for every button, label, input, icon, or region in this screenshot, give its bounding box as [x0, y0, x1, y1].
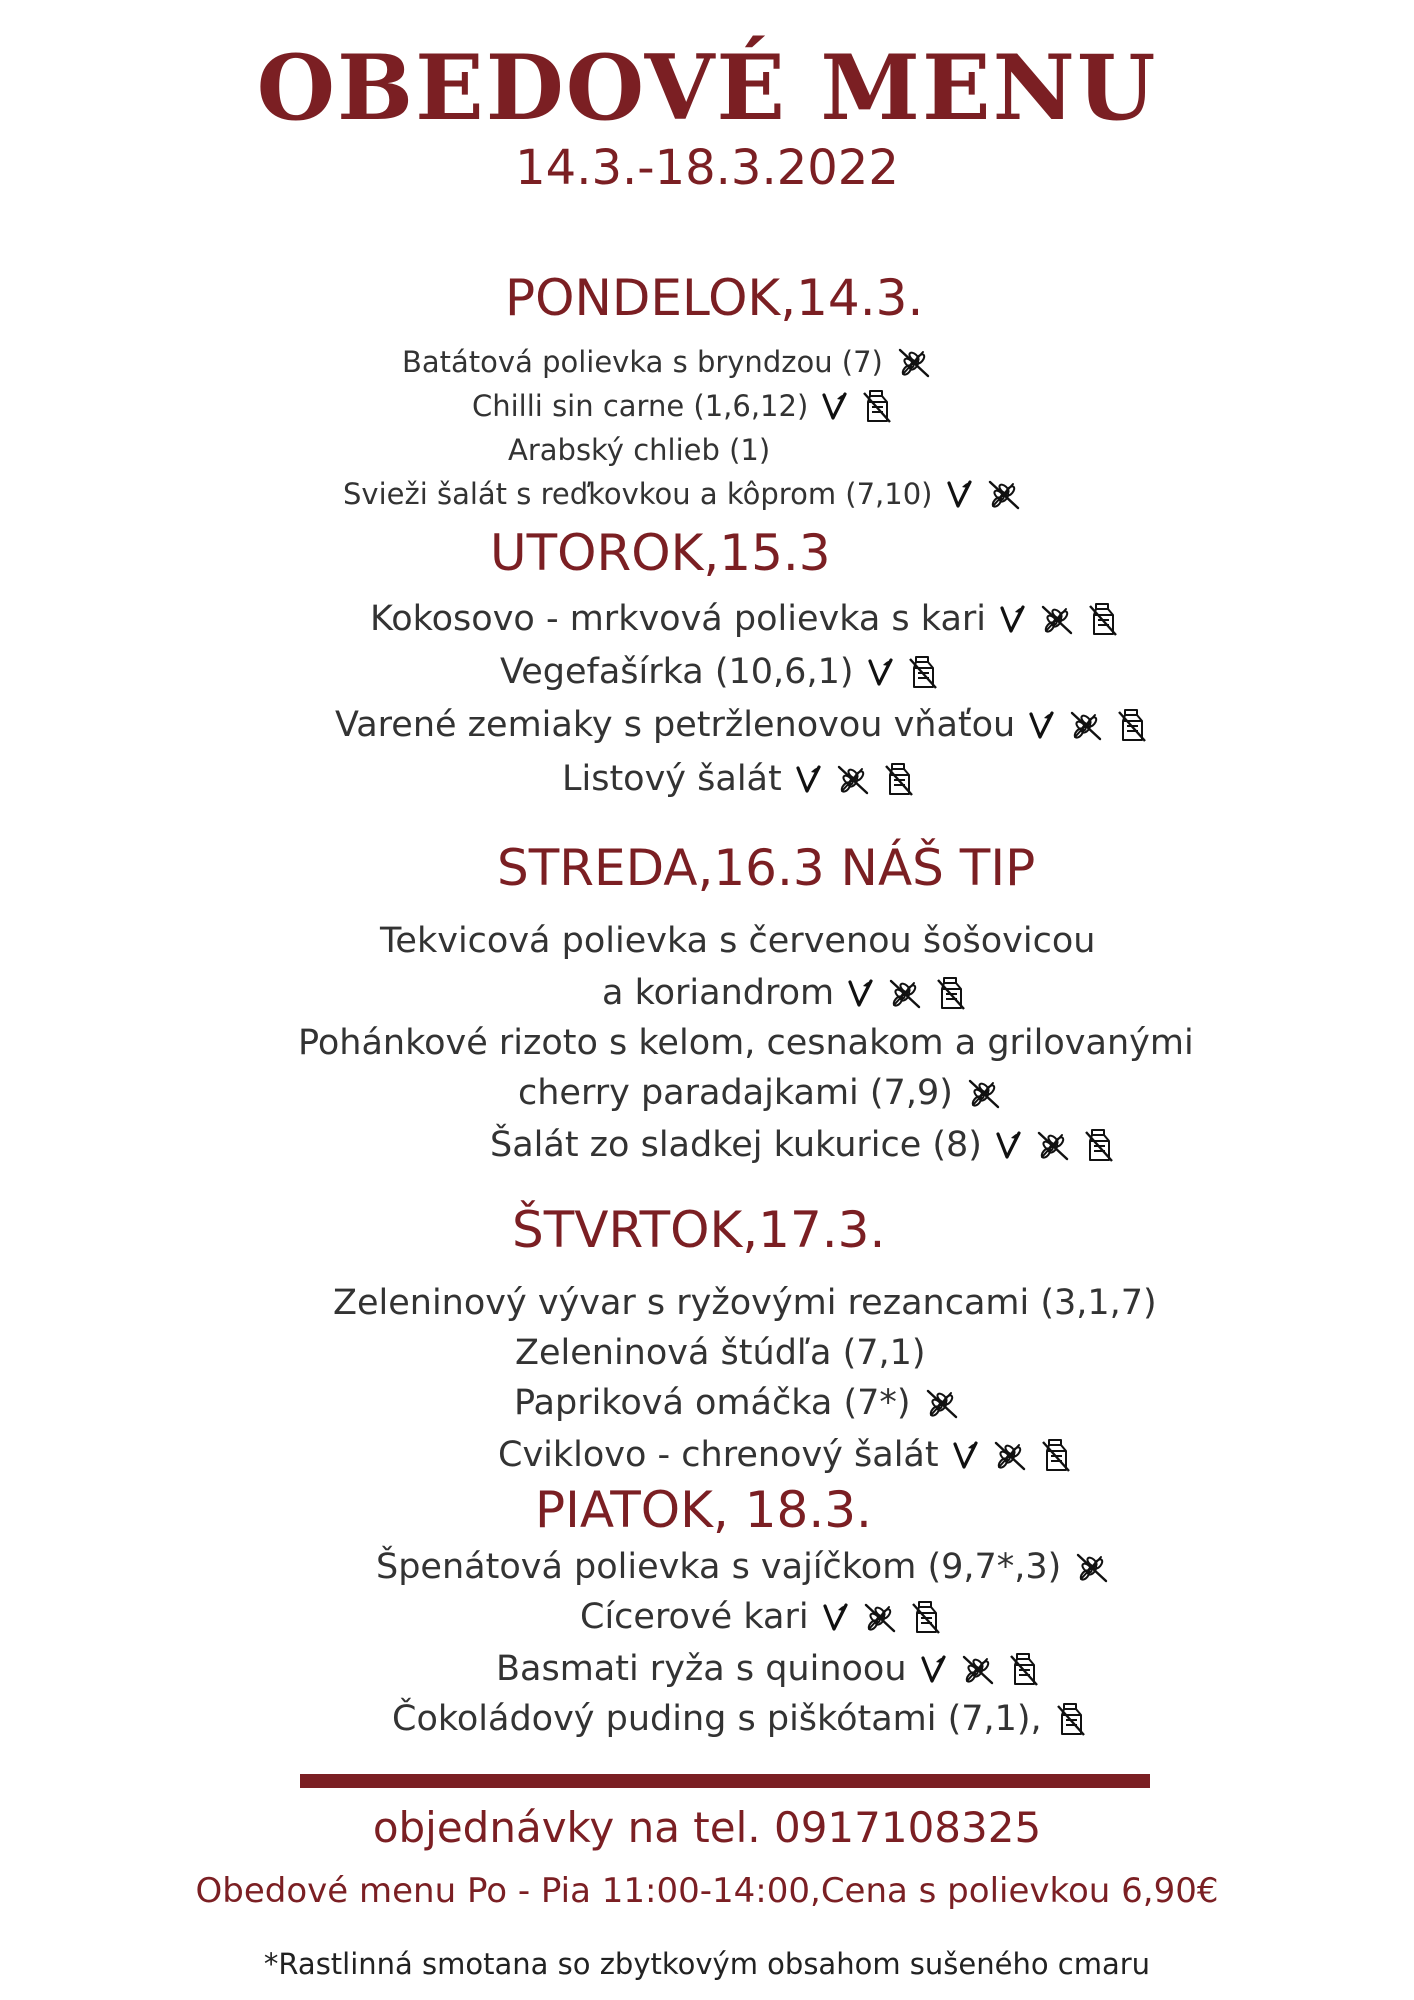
menu-item-text: Vegefašírka (10,6,1) [500, 652, 854, 692]
gluten-free-icon [961, 1653, 995, 1685]
day-heading-thursday: ŠTVRTOK,17.3. [512, 1201, 886, 1259]
gluten-free-icon [1069, 709, 1103, 741]
menu-item [500, 649, 952, 695]
menu-item-text: Cícerové kari [580, 1597, 809, 1637]
vegan-icon [953, 1440, 979, 1470]
menu-item [490, 1122, 1128, 1168]
menu-item [602, 970, 980, 1016]
gluten-free-icon [993, 1439, 1027, 1471]
gluten-free-icon [888, 977, 922, 1009]
lactose-free-icon [1056, 1701, 1086, 1737]
menu-item-text: Basmati ryža s quinoou [496, 1649, 907, 1689]
menu-item-text: Svieži šalát s reďkovkou a kôprom (7,10) [343, 477, 933, 511]
lactose-free-icon [1117, 707, 1147, 743]
lactose-free-icon [862, 388, 892, 424]
menu-item-text: Papriková omáčka (7*) [514, 1383, 911, 1423]
gluten-free-icon [925, 1387, 959, 1419]
menu-item-text: Arabský chlieb (1) [508, 433, 771, 467]
lactose-free-icon [1009, 1651, 1039, 1687]
menu-item [514, 1380, 973, 1426]
menu-item-text: Špenátová polievka s vajíčkom (9,7*,3) [376, 1547, 1062, 1587]
vegan-icon [868, 657, 894, 687]
menu-item-text: Čokoládový puding s piškótami (7,1), [392, 1699, 1042, 1739]
vegan-icon [848, 978, 874, 1008]
menu-item-text: a koriandrom [602, 973, 835, 1013]
day-heading-monday: PONDELOK,14.3. [505, 269, 924, 327]
menu-item [508, 430, 784, 470]
lactose-free-icon [911, 1599, 941, 1635]
gluten-free-icon [863, 1601, 897, 1633]
vegan-icon [823, 1602, 849, 1632]
lactose-free-icon [1088, 601, 1118, 637]
gluten-free-icon [1040, 603, 1074, 635]
menu-item-text: Zeleninová štúdľa (7,1) [515, 1333, 926, 1373]
menu-item-text: Tekvicová polievka s červenou šošovicou [380, 921, 1096, 961]
menu-item [376, 1544, 1123, 1590]
menu-item [380, 918, 1109, 964]
menu-item-text: Chilli sin carne (1,6,12) [472, 389, 809, 423]
menu-item [335, 702, 1161, 748]
menu-item [298, 1020, 1208, 1066]
menu-item-text: Pohánkové rizoto s kelom, cesnakom a grilovanými [298, 1023, 1194, 1063]
lactose-free-icon [908, 654, 938, 690]
menu-item-text: Šalát zo sladkej kukurice (8) [490, 1125, 982, 1165]
menu-item [518, 1070, 1015, 1116]
day-heading-tuesday: UTOROK,15.3 [490, 524, 831, 582]
menu-title: OBEDOVÉ MENU [256, 35, 1158, 141]
vegan-icon [822, 391, 848, 421]
menu-item-text: Listový šalát [562, 759, 782, 799]
gluten-free-icon [987, 478, 1021, 510]
gluten-free-icon [967, 1077, 1001, 1109]
lactose-free-icon [1084, 1127, 1114, 1163]
menu-item [515, 1330, 940, 1376]
lactose-free-icon [936, 975, 966, 1011]
day-heading-friday: PIATOK, 18.3. [535, 1481, 872, 1539]
vegan-icon [921, 1654, 947, 1684]
menu-item-text: Kokosovo - mrkvová polievka s kari [370, 599, 987, 639]
vegan-icon [1000, 604, 1026, 634]
lactose-free-icon [1041, 1437, 1071, 1473]
menu-item [496, 1646, 1053, 1692]
footnote: *Rastlinná smotana so zbytkovým obsahom sušeného cmaru [263, 1947, 1151, 1981]
menu-item-text: Batátová polievka s bryndzou (7) [402, 345, 883, 379]
vegan-icon [996, 1130, 1022, 1160]
gluten-free-icon [897, 346, 931, 378]
menu-item-text: cherry paradajkami (7,9) [518, 1073, 953, 1113]
vegan-icon [947, 479, 973, 509]
vegan-icon [796, 764, 822, 794]
opening-hours-price: Obedové menu Po - Pia 11:00-14:00,Cena s polievkou 6,90€ [195, 1871, 1219, 1911]
menu-item [562, 756, 928, 802]
menu-item [498, 1432, 1085, 1478]
menu-item-text: Varené zemiaky s petržlenovou vňaťou [335, 705, 1016, 745]
date-range: 14.3.-18.3.2022 [515, 140, 899, 196]
gluten-free-icon [1036, 1129, 1070, 1161]
divider-bar [300, 1774, 1150, 1788]
day-heading-wednesday: STREDA,16.3 NÁŠ TIP [497, 839, 1036, 897]
menu-item [472, 386, 906, 426]
order-phone: objednávky na tel. 0917108325 [372, 1803, 1042, 1852]
gluten-free-icon [1075, 1551, 1109, 1583]
menu-item [343, 474, 1035, 514]
menu-item-text: Cviklovo - chrenový šalát [498, 1435, 939, 1475]
menu-item [402, 342, 945, 382]
menu-item [580, 1594, 955, 1640]
vegan-icon [1029, 710, 1055, 740]
menu-item-text: Zeleninový vývar s ryžovými rezancami (3,1,7) [333, 1283, 1157, 1323]
gluten-free-icon [836, 763, 870, 795]
menu-item [392, 1696, 1100, 1742]
menu-item [333, 1280, 1171, 1326]
menu-item [370, 596, 1132, 642]
lactose-free-icon [884, 761, 914, 797]
